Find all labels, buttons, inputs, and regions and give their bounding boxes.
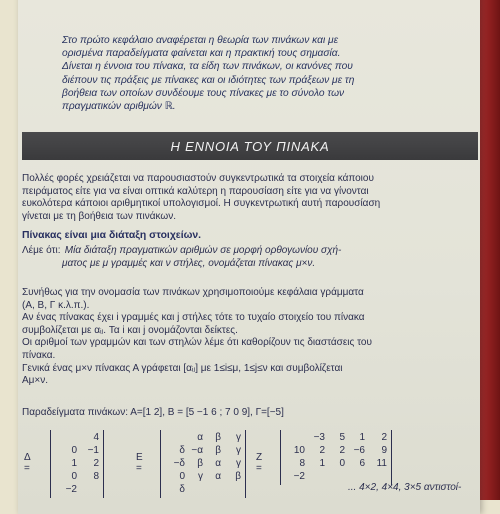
- matrix-cell: 1: [359, 432, 365, 443]
- matrix-cell: δ: [179, 445, 185, 456]
- matrix-cell: 8: [299, 458, 305, 469]
- matrix-cell: −2: [293, 471, 305, 482]
- paragraph-1: [22, 173, 464, 223]
- matrix-cell: 10: [293, 445, 305, 456]
- matrix-cell: 6: [359, 458, 365, 469]
- intro-line: Δίνεται η έννοια του πίνακα, τα είδη των πινάκων, οι κανόνες που: [62, 61, 353, 73]
- matrix-name: Ε =: [136, 452, 143, 474]
- text-line: (Α, Β, Γ κ.λ.π.).: [22, 299, 90, 311]
- matrix-cell: γ: [236, 445, 241, 456]
- chapter-banner: [22, 132, 478, 160]
- examples-text: Παραδείγματα πινάκων: Α=[1 2], Β = [5 −1 6 ; 7 0 9], Γ=[−5]: [22, 407, 284, 418]
- matrix-cell: α: [197, 432, 203, 443]
- text-line: ευκολότερα κάποιοι αριθμητικοί υπολογισμοί. Η συγκεντρωτική αυτή παρουσίαση: [22, 198, 381, 210]
- matrix-cell: 0: [339, 458, 345, 469]
- heading-text: Πίνακας είναι μια διάταξη στοιχείων.: [22, 230, 202, 241]
- matrix-cell: 0: [71, 445, 77, 456]
- matrix-cell: 11: [376, 458, 387, 469]
- text-line: Οι αριθμοί των γραμμών και των στηλών λέμε ότι καθορίζουν τις διαστάσεις του: [22, 337, 372, 349]
- definition-label: Λέμε ότι:: [22, 245, 61, 256]
- matrix-grid: [160, 430, 246, 498]
- matrix-cell: γ: [198, 471, 203, 482]
- text-line: Πολλές φορές χρειάζεται να παρουσιαστούν συγκεντρωτικά τα στοιχεία κάποιου: [22, 173, 374, 184]
- intro-line: βοήθεια των οποίων συνδέουμε τους πίνακες με το σύνολο των: [62, 87, 345, 99]
- text-line: πειράματος είτε για να είναι οπτικά καλύτερη η παρουσίαση είτε για να γίνονται: [22, 185, 369, 197]
- intro-line: διέπουν τις πράξεις με πίνακες και οι ιδιότητες των πράξεων με τη: [62, 74, 355, 86]
- matrix-cell: 4: [93, 432, 99, 443]
- matrix-grid: [50, 430, 104, 498]
- matrix-name: Ζ =: [256, 452, 263, 474]
- matrix-cell: δ: [179, 484, 185, 495]
- paragraph-2: [22, 287, 464, 388]
- intro-line: ορισμένα παραδείγματα φαίνεται και η πρακτική τους σημασία.: [62, 48, 341, 60]
- matrix-cell: −α: [191, 445, 203, 456]
- matrix-cell: β: [235, 471, 241, 482]
- matrix-examples: [24, 430, 480, 495]
- matrix-cell: β: [197, 458, 203, 469]
- matrix-cell: −2: [65, 484, 77, 495]
- intro-line: πραγματικών αριθμών ℝ.: [62, 101, 176, 113]
- matrix-cell: α: [215, 471, 221, 482]
- matrix-cell: 2: [339, 445, 345, 456]
- text-line: Αμ×ν.: [22, 375, 49, 387]
- intro-paragraph: [62, 34, 462, 113]
- text-line: Συνήθως για την ονομασία των πινάκων χρησιμοποιούμε κεφάλαια γράμματα: [22, 287, 364, 298]
- matrix-cell: 2: [381, 432, 387, 443]
- matrix-cell: 1: [71, 458, 77, 469]
- definition-block: [22, 245, 464, 270]
- matrix-cell: 0: [71, 471, 77, 482]
- text-line: Αν ένας πίνακας έχει i γραμμές και j στήλες τότε το τυχαίο στοιχείο του πίνακα: [22, 312, 365, 324]
- text-line: πίνακα.: [22, 349, 56, 361]
- matrix-name: Δ =: [24, 452, 31, 474]
- matrix-cell: 5: [339, 432, 345, 443]
- matrix-cell: β: [215, 445, 221, 456]
- matrix-cell: −δ: [173, 458, 185, 469]
- matrix-cell: α: [215, 458, 221, 469]
- matrix-cell: −6: [353, 445, 365, 456]
- tail-text: ... 4×2, 4×4, 3×5 αντιστοί-: [348, 482, 462, 493]
- text-line: Γενικά ένας μ×ν πίνακας Α γράφεται [αᵢⱼ] με 1≤i≤μ, 1≤j≤ν και συμβολίζεται: [22, 362, 343, 374]
- matrix-cell: 0: [179, 471, 185, 482]
- matrix-cell: γ: [236, 458, 241, 469]
- matrix-grid: [280, 430, 392, 485]
- matrix-cell: −1: [87, 445, 99, 456]
- banner-title: Η ΕΝΝΟΙΑ ΤΟΥ ΠΙΝΑΚΑ: [170, 138, 330, 154]
- text-line: συμβολίζεται με αᵢⱼ. Τα i και j ονομάζονται δείκτες.: [22, 324, 238, 336]
- matrix-cell: 2: [319, 445, 325, 456]
- text-line: γίνεται με τη βοήθεια των πινάκων.: [22, 210, 176, 222]
- matrix-cell: β: [215, 432, 221, 443]
- matrix-cell: 8: [93, 471, 99, 482]
- matrix-cell: γ: [236, 432, 241, 443]
- matrix-cell: 2: [93, 458, 99, 469]
- matrix-cell: −3: [313, 432, 325, 443]
- intro-line: Στο πρώτο κεφάλαιο αναφέρεται η θεωρία των πινάκων και με: [62, 35, 339, 46]
- book-page: [18, 0, 480, 514]
- examples-line: [22, 407, 464, 420]
- section-heading: [22, 230, 464, 243]
- matrix-cell: 1: [319, 458, 325, 469]
- definition-line-2: ματος με μ γραμμές και ν στήλες, ονομάζεται πίνακας μ×ν.: [62, 257, 316, 269]
- matrix-cell: 9: [381, 445, 387, 456]
- definition-line-1: Μία διάταξη πραγματικών αριθμών σε μορφή ορθογωνίου σχή-: [64, 245, 342, 256]
